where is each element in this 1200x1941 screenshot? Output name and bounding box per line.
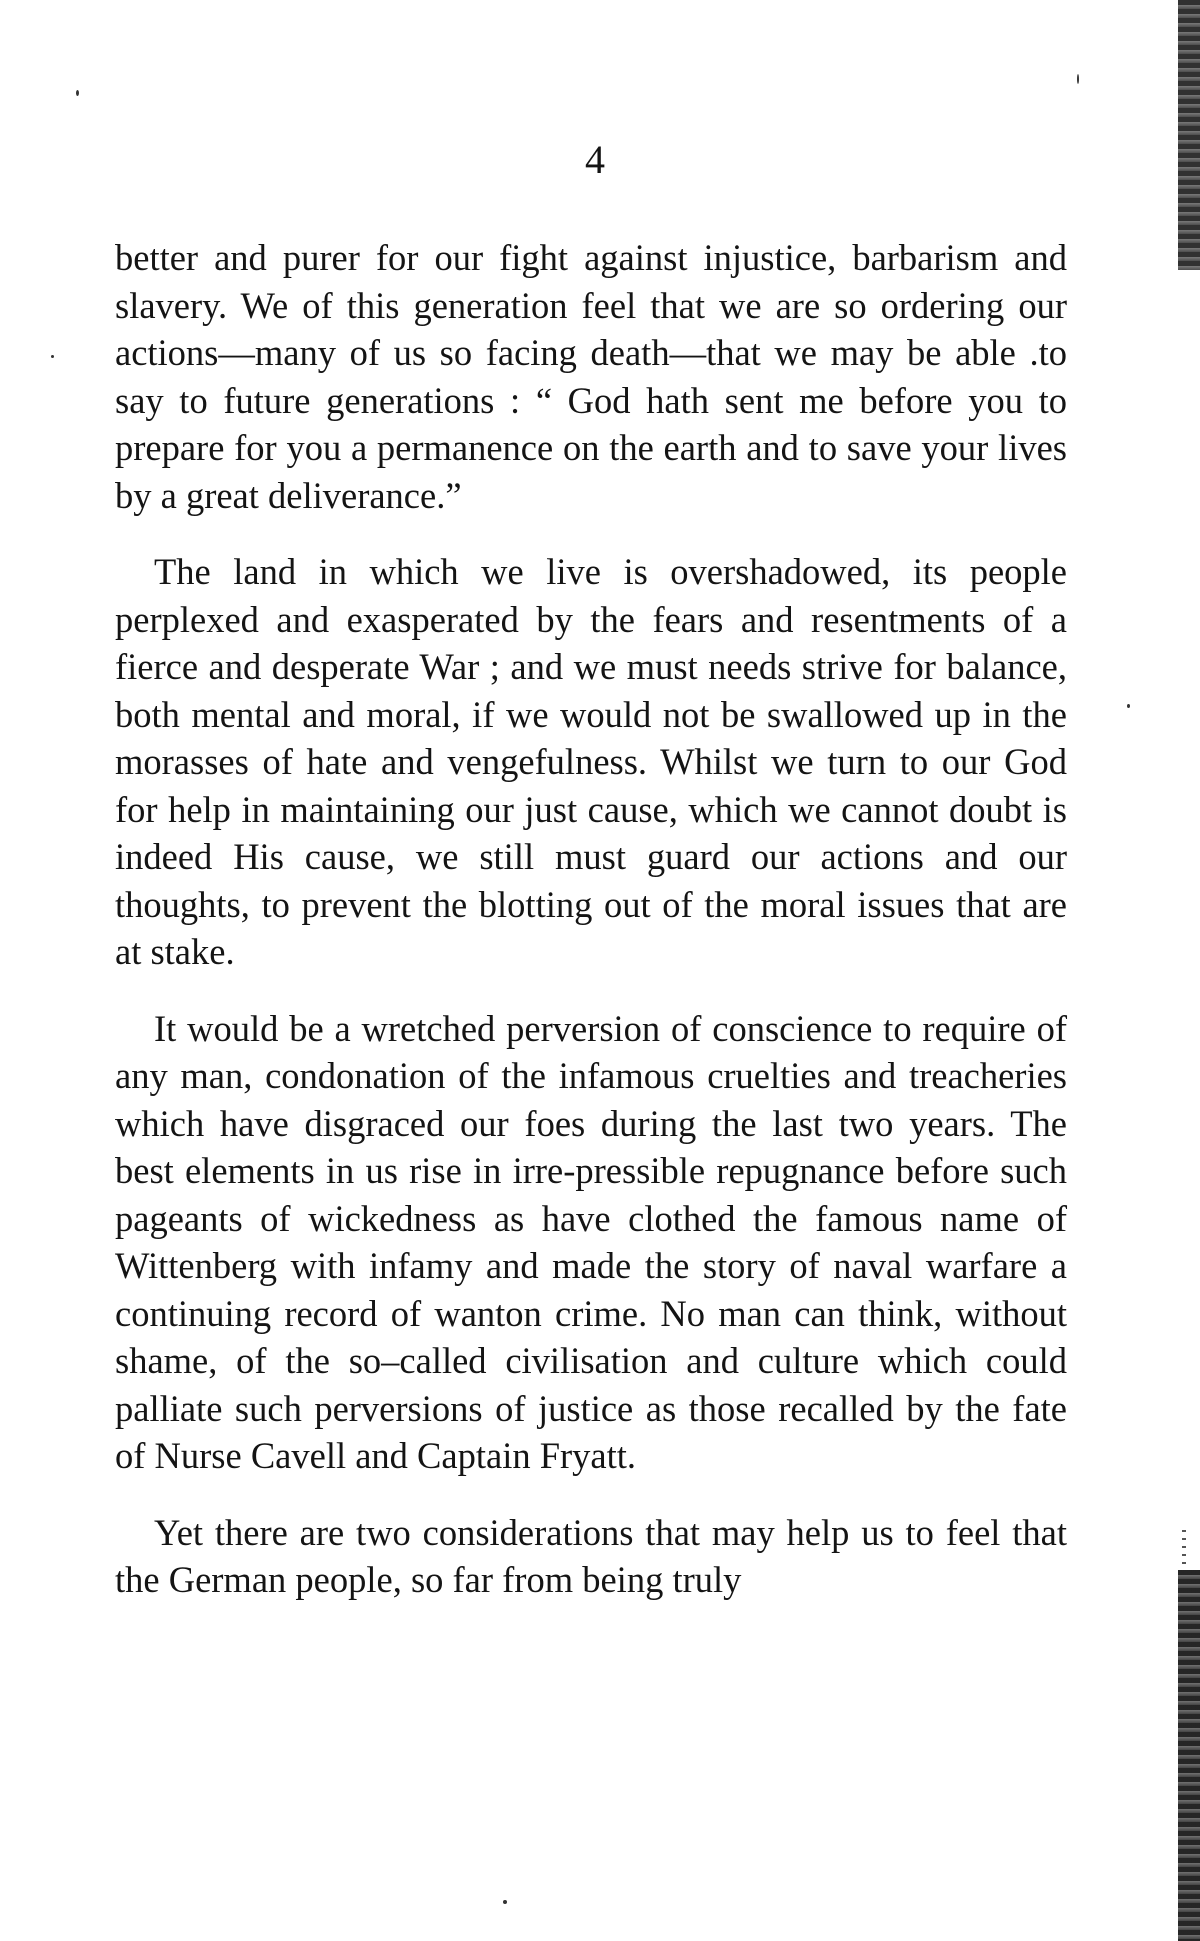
scan-speck <box>1077 74 1079 84</box>
paragraph-4: Yet there are two considerations that may help us to feel that the German people, so far from being truly <box>115 1511 1067 1600</box>
scan-speck <box>76 90 79 96</box>
scan-edge-dots <box>1182 1530 1186 1570</box>
scan-speck <box>503 1900 507 1904</box>
page-number: 4 <box>585 137 605 182</box>
paragraph-3: It would be a wretched perversion of conscience to require of any man, condonation of the infamous cruelties and treacheries which have disgraced our foes during the last two years. The best elements in us rise in irre-pressible repugnance before such pageants of wickedness as have clothed the famous name of Wittenberg with infamy and made the story of naval warfare a continuing record of wanton crime. No man can think, without shame, of the so–called civilisation and culture which could palliate such perversions of justice as those recalled by the fate of Nurse Cavell and Captain Fryatt. <box>115 1007 1067 1476</box>
scan-edge-shadow-bottom <box>1178 1570 1200 1941</box>
scan-speck <box>1127 704 1130 708</box>
scan-speck <box>51 355 54 358</box>
paragraph-1: better and purer for our fight against injustice, barbarism and slavery. We of this generation feel that we are so ordering our actions—many of us so facing death—that we may be able .to say to future generations : “ God hath sent me before you to prepare for you a permanence on the earth and to save your lives by a great deliverance.” <box>115 237 1067 516</box>
paragraph-2: The land in which we live is overshadowed, its people perplexed and exasperated by the fears and resentments of a fierce and desperate War ; and we must needs strive for balance, both mental and moral, if we would not be swallowed up in the morasses of hate and vengefulness. Whilst we turn to our God for help in maintaining our just cause, which we cannot doubt is indeed His cause, we still must guard our actions and our thoughts, to prevent the blotting out of the moral issues that are at stake. <box>115 551 1067 972</box>
body-text <box>115 234 1067 1633</box>
